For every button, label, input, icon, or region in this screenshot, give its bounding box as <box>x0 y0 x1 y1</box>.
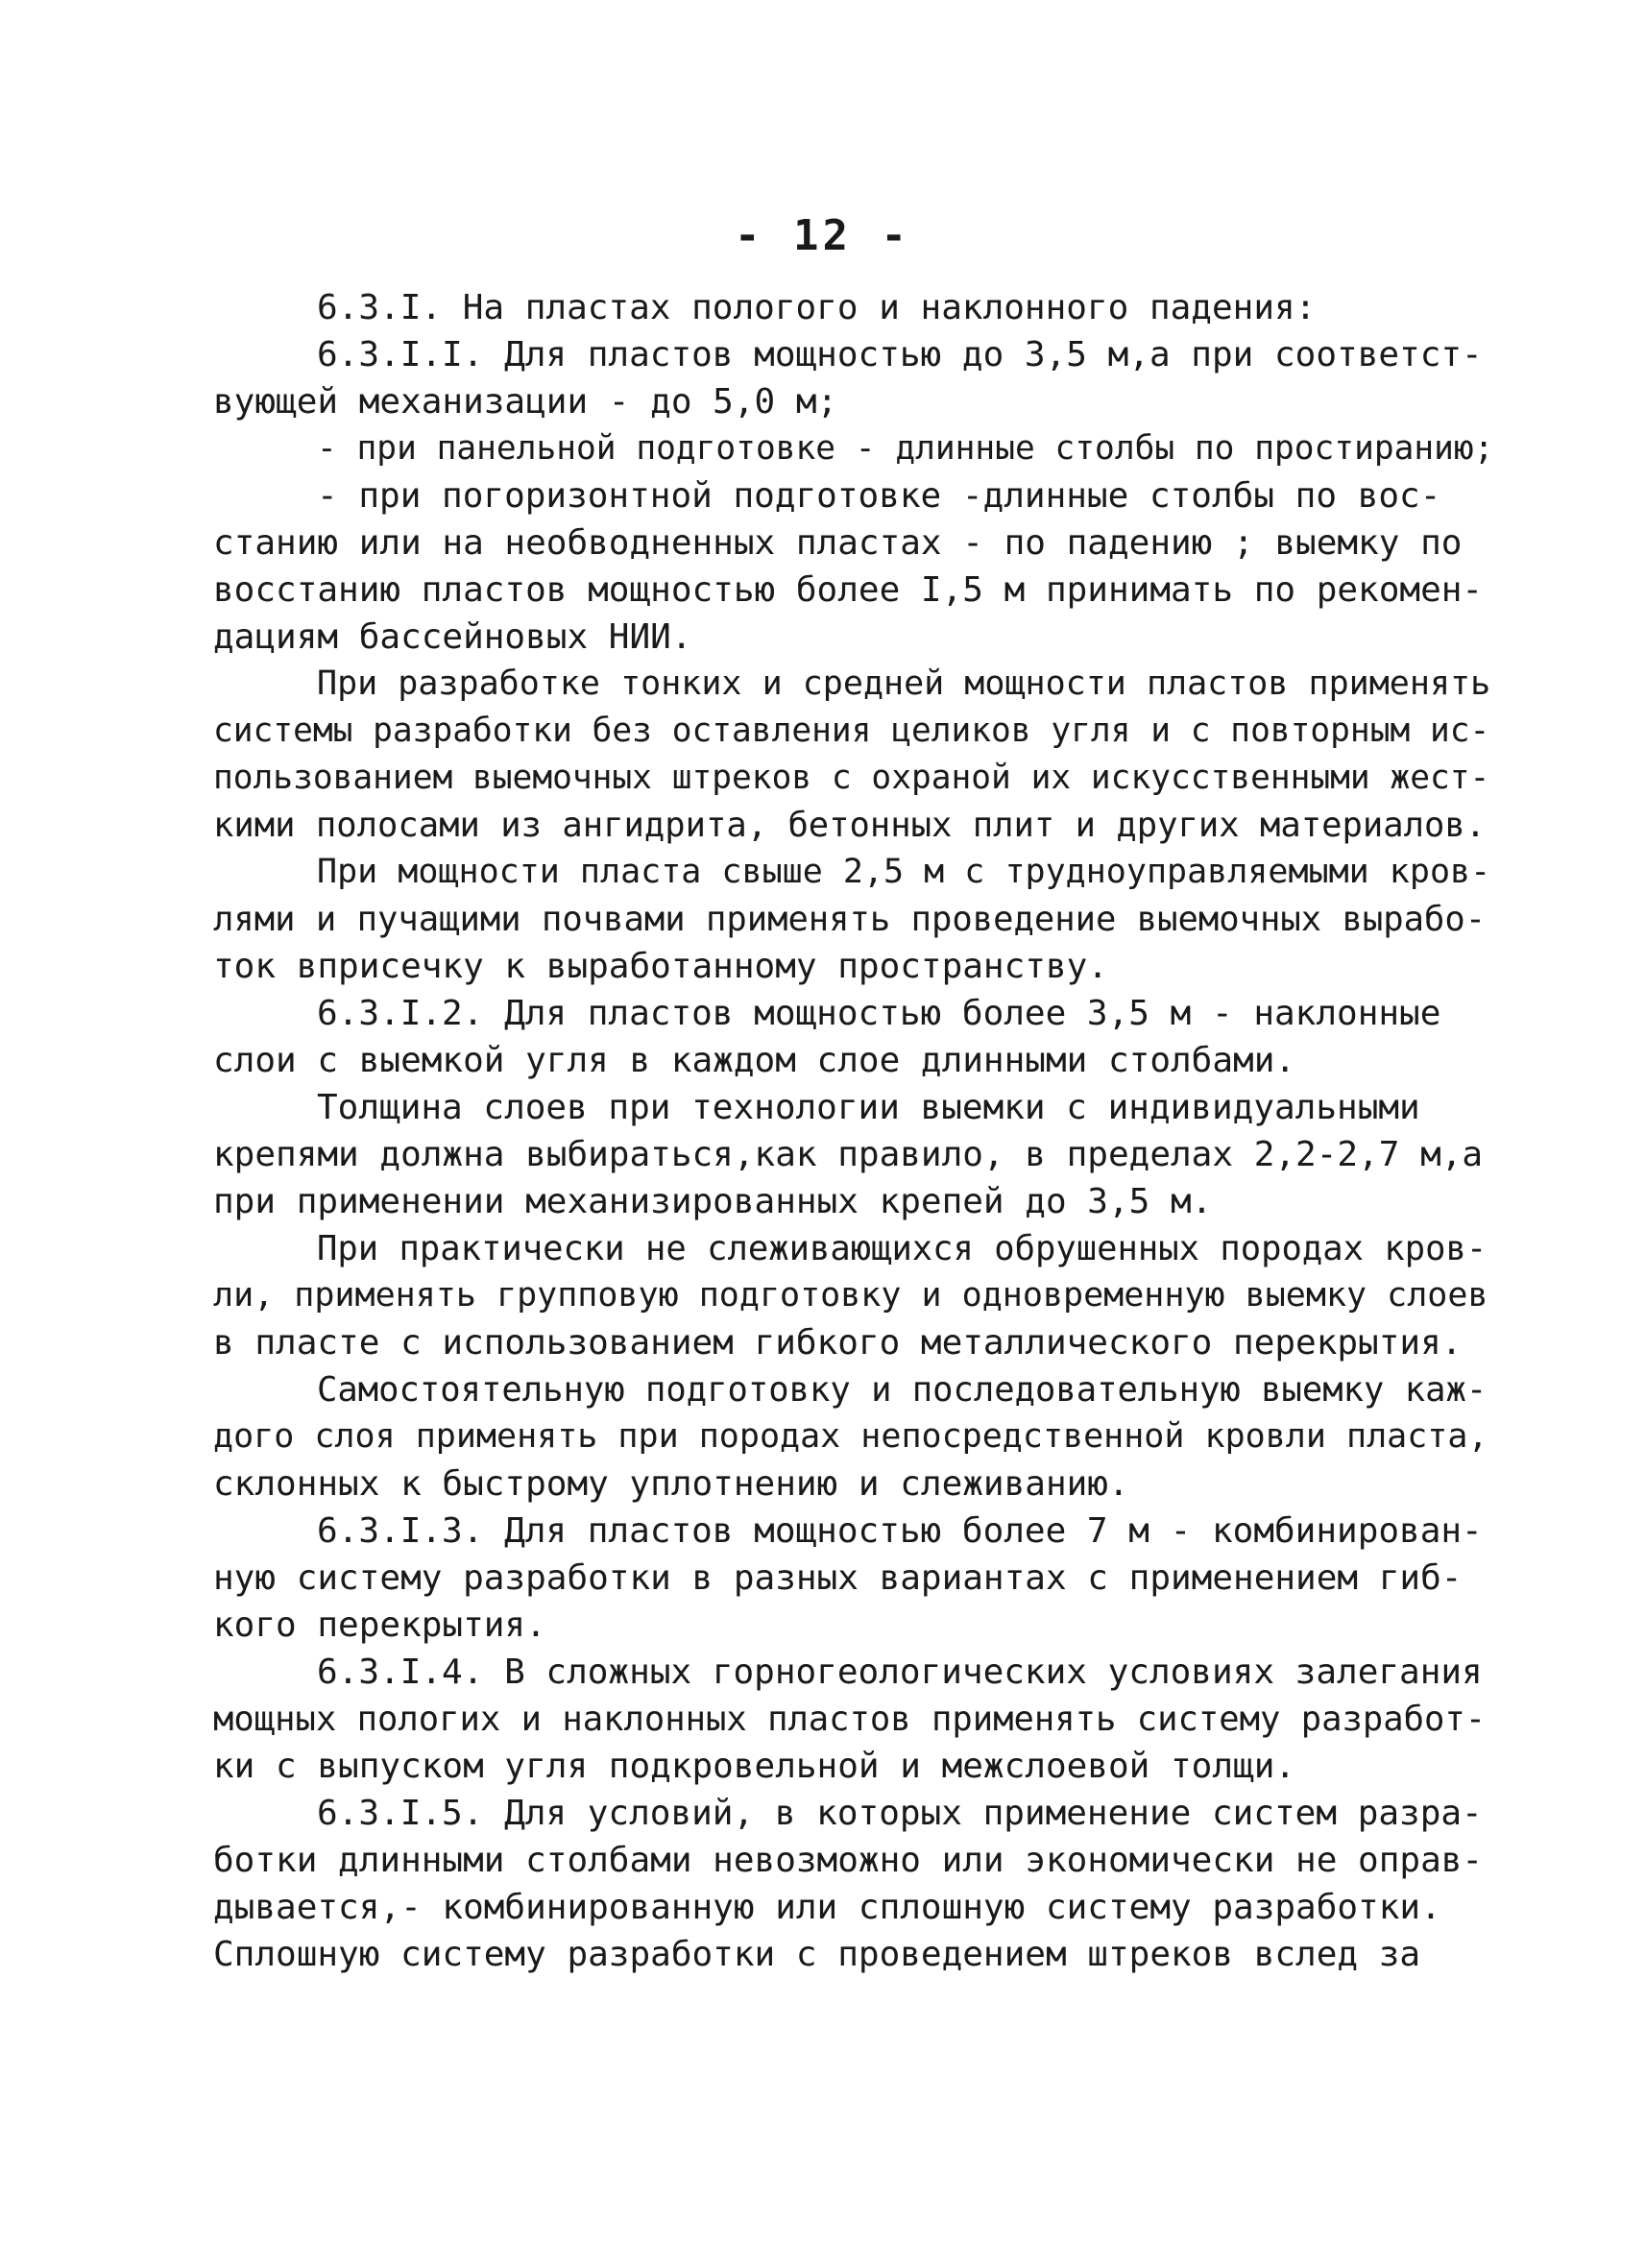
text-line: склонных к быстрому уплотнению и слеживанию. <box>213 1464 1129 1504</box>
text-line: кими полосами из ангидрита, бетонных плит и других материалов. <box>213 806 1487 845</box>
page-number: - 12 - <box>735 211 910 260</box>
text-line: дывается,- комбинированную или сплошную систему разработки. <box>213 1888 1441 1927</box>
text-line: ботки длинными столбами невозможно или экономически не оправ- <box>213 1841 1484 1880</box>
text-line: дациям бассейновых НИИ. <box>213 617 692 657</box>
text-line: ную систему разработки в разных вариантах с применением гиб- <box>213 1558 1463 1598</box>
text-line: 6.3.I.3. Для пластов мощностью более 7 м - комбинирован- <box>317 1511 1483 1551</box>
text-line: дого слоя применять при породах непосредственной кровли пласта, <box>213 1417 1488 1456</box>
text-line: слои с выемкой угля в каждом слое длинными столбами. <box>213 1041 1296 1080</box>
text-line: восстанию пластов мощностью более I,5 м принимать по рекомен- <box>213 570 1484 610</box>
text-line: Толщина слоев при технологии выемки с индивидуальными <box>317 1088 1420 1127</box>
text-line: системы разработки без оставления целиков угля и с повторным ис- <box>213 712 1490 750</box>
text-line: 6.3.I.4. В сложных горногеологических условиях залегания <box>317 1653 1483 1692</box>
text-line: - при панельной подготовке - длинные столбы по простиранию; <box>317 429 1494 468</box>
text-line: При практически не слеживающихся обрушенных породах кров- <box>317 1229 1488 1268</box>
text-line: ли, применять групповую подготовку и одновременную выемку слоев <box>213 1276 1488 1315</box>
text-line: 6.3.I. На пластах пологого и наклонного падения: <box>317 288 1317 327</box>
text-line: при применении механизированных крепей до 3,5 м. <box>213 1182 1213 1221</box>
text-line: 6.3.I.5. Для условий, в которых применение систем разра- <box>317 1794 1483 1833</box>
document-text-body <box>213 284 1500 1978</box>
text-line: вующей механизации - до 5,0 м; <box>213 382 838 422</box>
text-line: Сплошную систему разработки с проведением штреков вслед за <box>213 1935 1421 1974</box>
text-line: - при погоризонтной подготовке -длинные столбы по вос- <box>317 476 1441 516</box>
text-line: в пласте с использованием гибкого металлического перекрытия. <box>213 1323 1463 1363</box>
text-line: 6.3.I.I. Для пластов мощностью до 3,5 м,а при соответст- <box>317 335 1483 374</box>
text-line: Самостоятельную подготовку и последовательную выемку каж- <box>317 1370 1488 1410</box>
text-line: При разработке тонких и средней мощности пластов применять <box>317 664 1491 703</box>
text-line: станию или на необводненных пластах - по падению ; выемку по <box>213 523 1463 563</box>
text-line: лями и пучащими почвами применять проведение выемочных вырабо- <box>213 900 1487 939</box>
text-line: кого перекрытия. <box>213 1605 546 1645</box>
text-line: пользованием выемочных штреков с охраной их искусственными жест- <box>213 759 1490 797</box>
text-line: ток вприсечку к выработанному пространству. <box>213 947 1108 986</box>
text-line: мощных пологих и наклонных пластов применять систему разработ- <box>213 1700 1487 1739</box>
text-line: 6.3.I.2. Для пластов мощностью более 3,5 м - наклонные <box>317 994 1441 1033</box>
text-line: ки с выпуском угля подкровельной и межслоевой толщи. <box>213 1747 1296 1786</box>
text-line: При мощности пласта свыше 2,5 м с трудноуправляемыми кров- <box>317 853 1491 891</box>
text-line: крепями должна выбираться,как правило, в пределах 2,2-2,7 м,а <box>213 1135 1484 1174</box>
